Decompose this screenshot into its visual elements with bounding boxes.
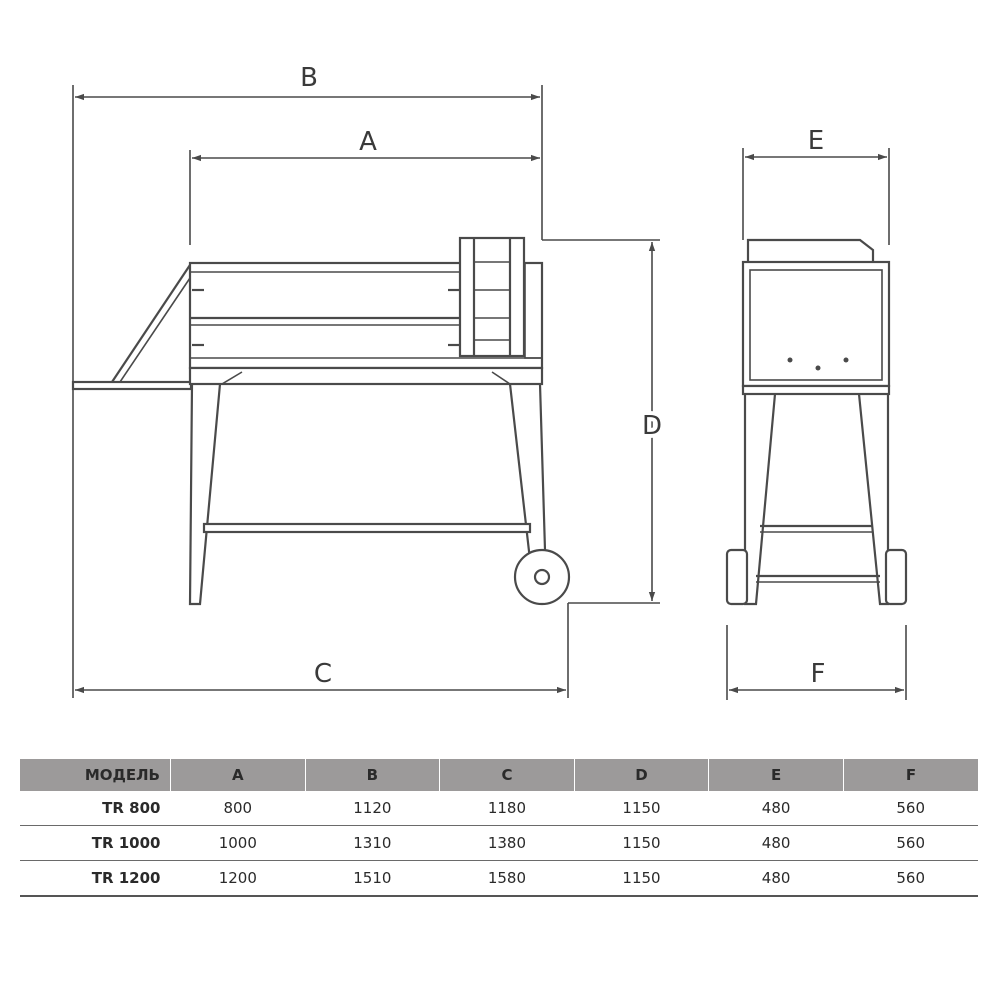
specifications-table xyxy=(20,759,978,897)
table-row xyxy=(20,826,978,861)
dimension-e-label: E xyxy=(807,126,825,156)
column-header-a: A xyxy=(171,759,306,791)
column-header-d: D xyxy=(574,759,709,791)
cell-c: 1380 xyxy=(440,826,575,861)
side-view xyxy=(73,63,662,698)
cell-model: TR 800 xyxy=(20,791,171,826)
cell-b: 1310 xyxy=(305,826,440,861)
cell-a: 1000 xyxy=(171,826,306,861)
table-row xyxy=(20,791,978,826)
column-header-e: E xyxy=(709,759,844,791)
cell-c: 1180 xyxy=(440,791,575,826)
table-header-row xyxy=(20,759,978,791)
splitter-side-outline xyxy=(73,238,569,604)
column-header-f: F xyxy=(843,759,978,791)
column-header-model: МОДЕЛЬ xyxy=(20,759,171,791)
dimension-b-label: B xyxy=(300,63,318,93)
dimension-a xyxy=(192,127,540,158)
cell-f: 560 xyxy=(843,826,978,861)
cell-model: TR 1200 xyxy=(20,861,171,897)
dimension-f-label: F xyxy=(810,659,826,689)
cell-a: 800 xyxy=(171,791,306,826)
cell-d: 1150 xyxy=(574,861,709,897)
front-view xyxy=(727,126,906,700)
cell-model: TR 1000 xyxy=(20,826,171,861)
dimension-f xyxy=(729,659,904,690)
dimension-e xyxy=(745,126,887,157)
dimension-d xyxy=(642,242,662,601)
table-row xyxy=(20,861,978,897)
cell-e: 480 xyxy=(709,826,844,861)
dimension-b xyxy=(75,63,540,97)
cell-a: 1200 xyxy=(171,861,306,897)
dimension-d-label: D xyxy=(641,411,663,441)
cell-e: 480 xyxy=(709,791,844,826)
dimension-c xyxy=(75,659,566,690)
cell-c: 1580 xyxy=(440,861,575,897)
dimension-c-label: C xyxy=(313,659,333,689)
dimension-a-label: A xyxy=(359,127,377,157)
cell-b: 1120 xyxy=(305,791,440,826)
cell-b: 1510 xyxy=(305,861,440,897)
cell-e: 480 xyxy=(709,861,844,897)
cell-d: 1150 xyxy=(574,791,709,826)
cell-d: 1150 xyxy=(574,826,709,861)
column-header-b: B xyxy=(305,759,440,791)
splitter-front-outline xyxy=(727,240,906,604)
cell-f: 560 xyxy=(843,791,978,826)
column-header-c: C xyxy=(440,759,575,791)
cell-f: 560 xyxy=(843,861,978,897)
